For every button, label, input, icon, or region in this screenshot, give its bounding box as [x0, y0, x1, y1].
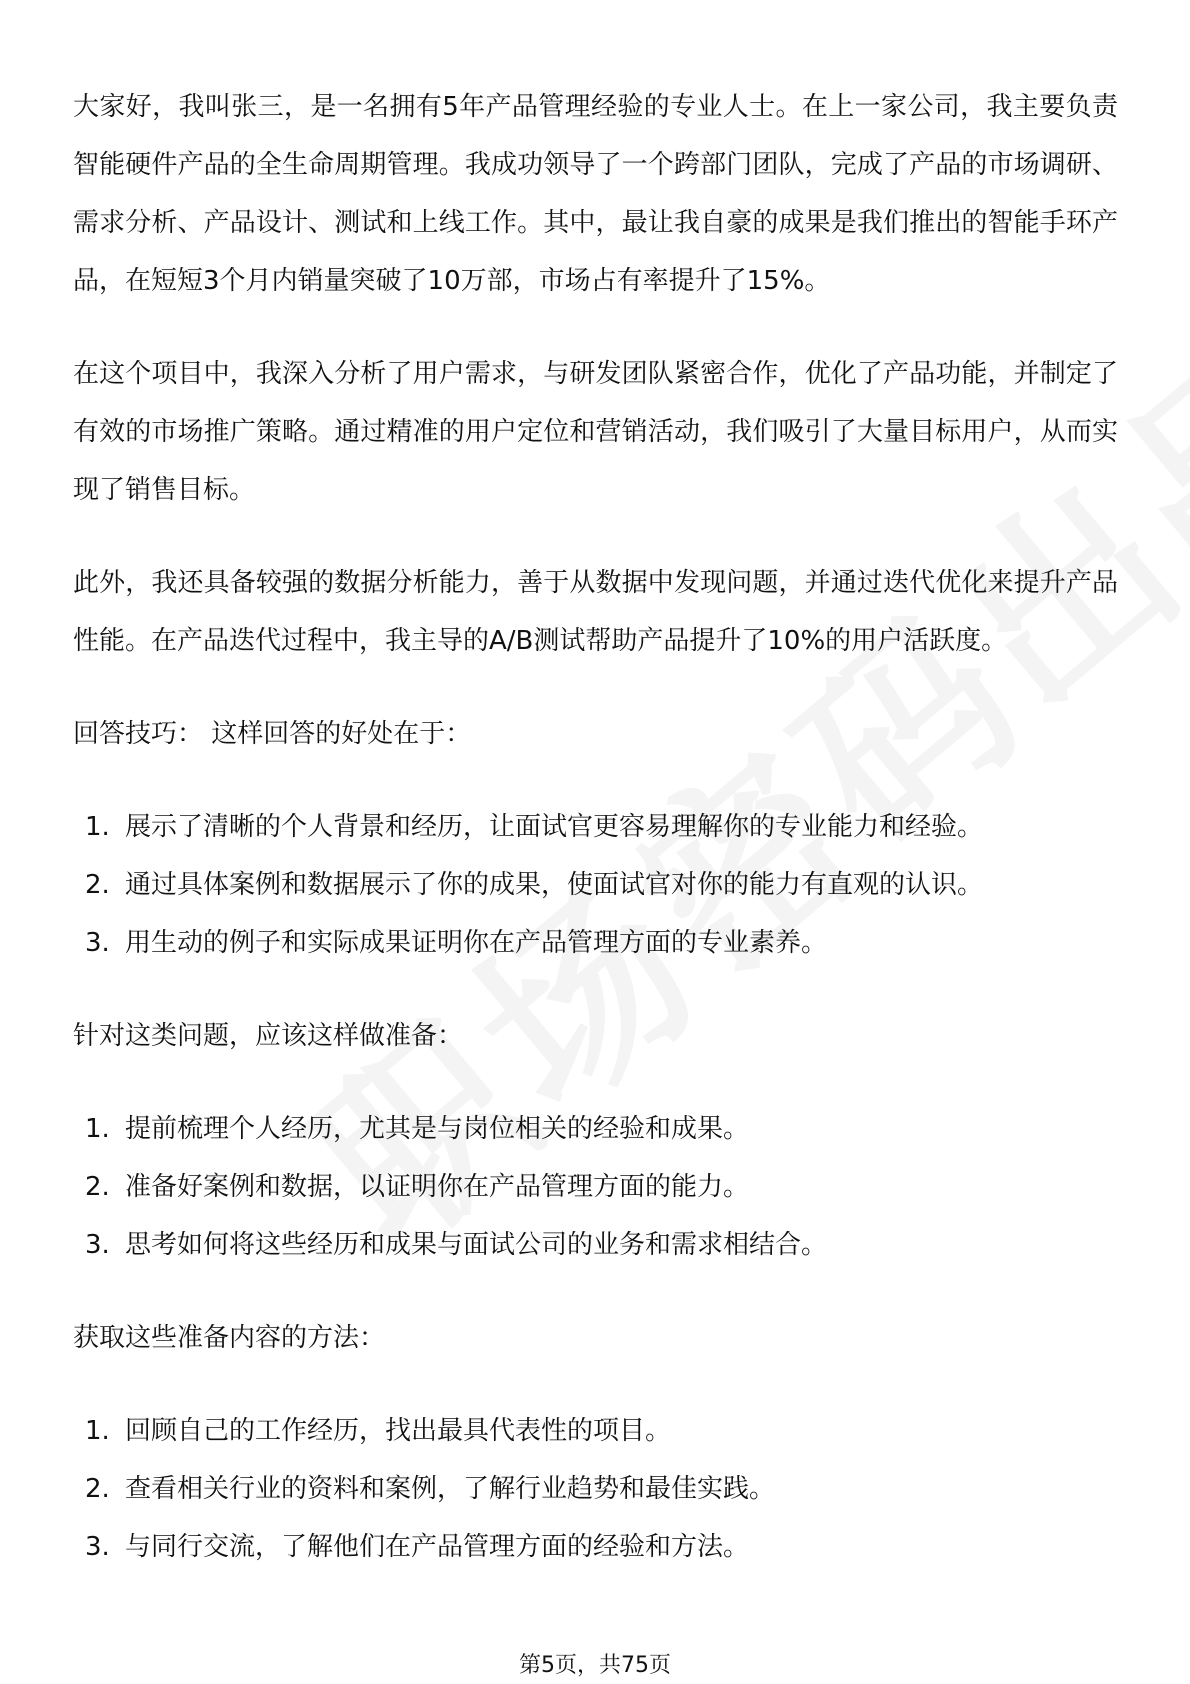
list-number: 3. [85, 928, 110, 958]
list-item [73, 856, 1118, 914]
list-number: 2. [85, 1172, 110, 1202]
list-item [73, 1100, 1118, 1158]
list-text: 提前梳理个人经历，尤其是与岗位相关的经验和成果。 [125, 1114, 750, 1144]
paragraph-project: 在这个项目中，我深入分析了用户需求，与研发团队紧密合作，优化了产品功能，并制定了有效的市场推广策略。通过精准的用户定位和营销活动，我们吸引了大量目标用户，从而实现了销售目标。 [73, 359, 1118, 505]
list-number: 2. [85, 1474, 110, 1504]
list-number: 1. [85, 1416, 110, 1446]
list-item [73, 914, 1118, 972]
list-text: 与同行交流，了解他们在产品管理方面的经验和方法。 [125, 1532, 750, 1562]
methods-list [73, 1402, 1118, 1576]
list-item [73, 1158, 1118, 1216]
paragraph-intro: 大家好，我叫张三，是一名拥有5年产品管理经验的专业人士。在上一家公司，我主要负责智能硬件产品的全生命周期管理。我成功领导了一个跨部门团队，完成了产品的市场调研、需求分析、产品设计、测试和上线工作。其中，最让我自豪的成果是我们推出的智能手环产品，在短短3个月内销量突破了10万部，市场占有率提升了15%。 [73, 92, 1118, 296]
prep-heading: 针对这类问题，应该这样做准备： [73, 1021, 464, 1051]
list-text: 查看相关行业的资料和案例，了解行业趋势和最佳实践。 [125, 1474, 776, 1504]
list-text: 思考如何将这些经历和成果与面试公司的业务和需求相结合。 [125, 1230, 828, 1260]
list-number: 1. [85, 1114, 110, 1144]
paragraph-data-analysis: 此外，我还具备较强的数据分析能力，善于从数据中发现问题，并通过迭代优化来提升产品性能。在产品迭代过程中，我主导的A/B测试帮助产品提升了10%的用户活跃度。 [73, 568, 1118, 656]
methods-heading: 获取这些准备内容的方法： [73, 1323, 386, 1353]
list-item [73, 1402, 1118, 1460]
tips-heading: 回答技巧： 这样回答的好处在于： [73, 719, 472, 749]
list-number: 1. [85, 812, 110, 842]
document-body [73, 78, 1118, 1611]
list-item [73, 1460, 1118, 1518]
tips-list [73, 798, 1118, 972]
list-text: 展示了清晰的个人背景和经历，让面试官更容易理解你的专业能力和经验。 [125, 812, 984, 842]
list-item [73, 1216, 1118, 1274]
list-number: 3. [85, 1532, 110, 1562]
list-number: 3. [85, 1230, 110, 1260]
list-text: 用生动的例子和实际成果证明你在产品管理方面的专业素养。 [125, 928, 828, 958]
list-number: 2. [85, 870, 110, 900]
list-item [73, 1518, 1118, 1576]
prep-list [73, 1100, 1118, 1274]
list-text: 准备好案例和数据，以证明你在产品管理方面的能力。 [125, 1172, 750, 1202]
list-text: 回顾自己的工作经历，找出最具代表性的项目。 [125, 1416, 672, 1446]
list-item [73, 798, 1118, 856]
page-footer: 第5页，共75页 [519, 1653, 671, 1678]
list-text: 通过具体案例和数据展示了你的成果，使面试官对你的能力有直观的认识。 [125, 870, 984, 900]
